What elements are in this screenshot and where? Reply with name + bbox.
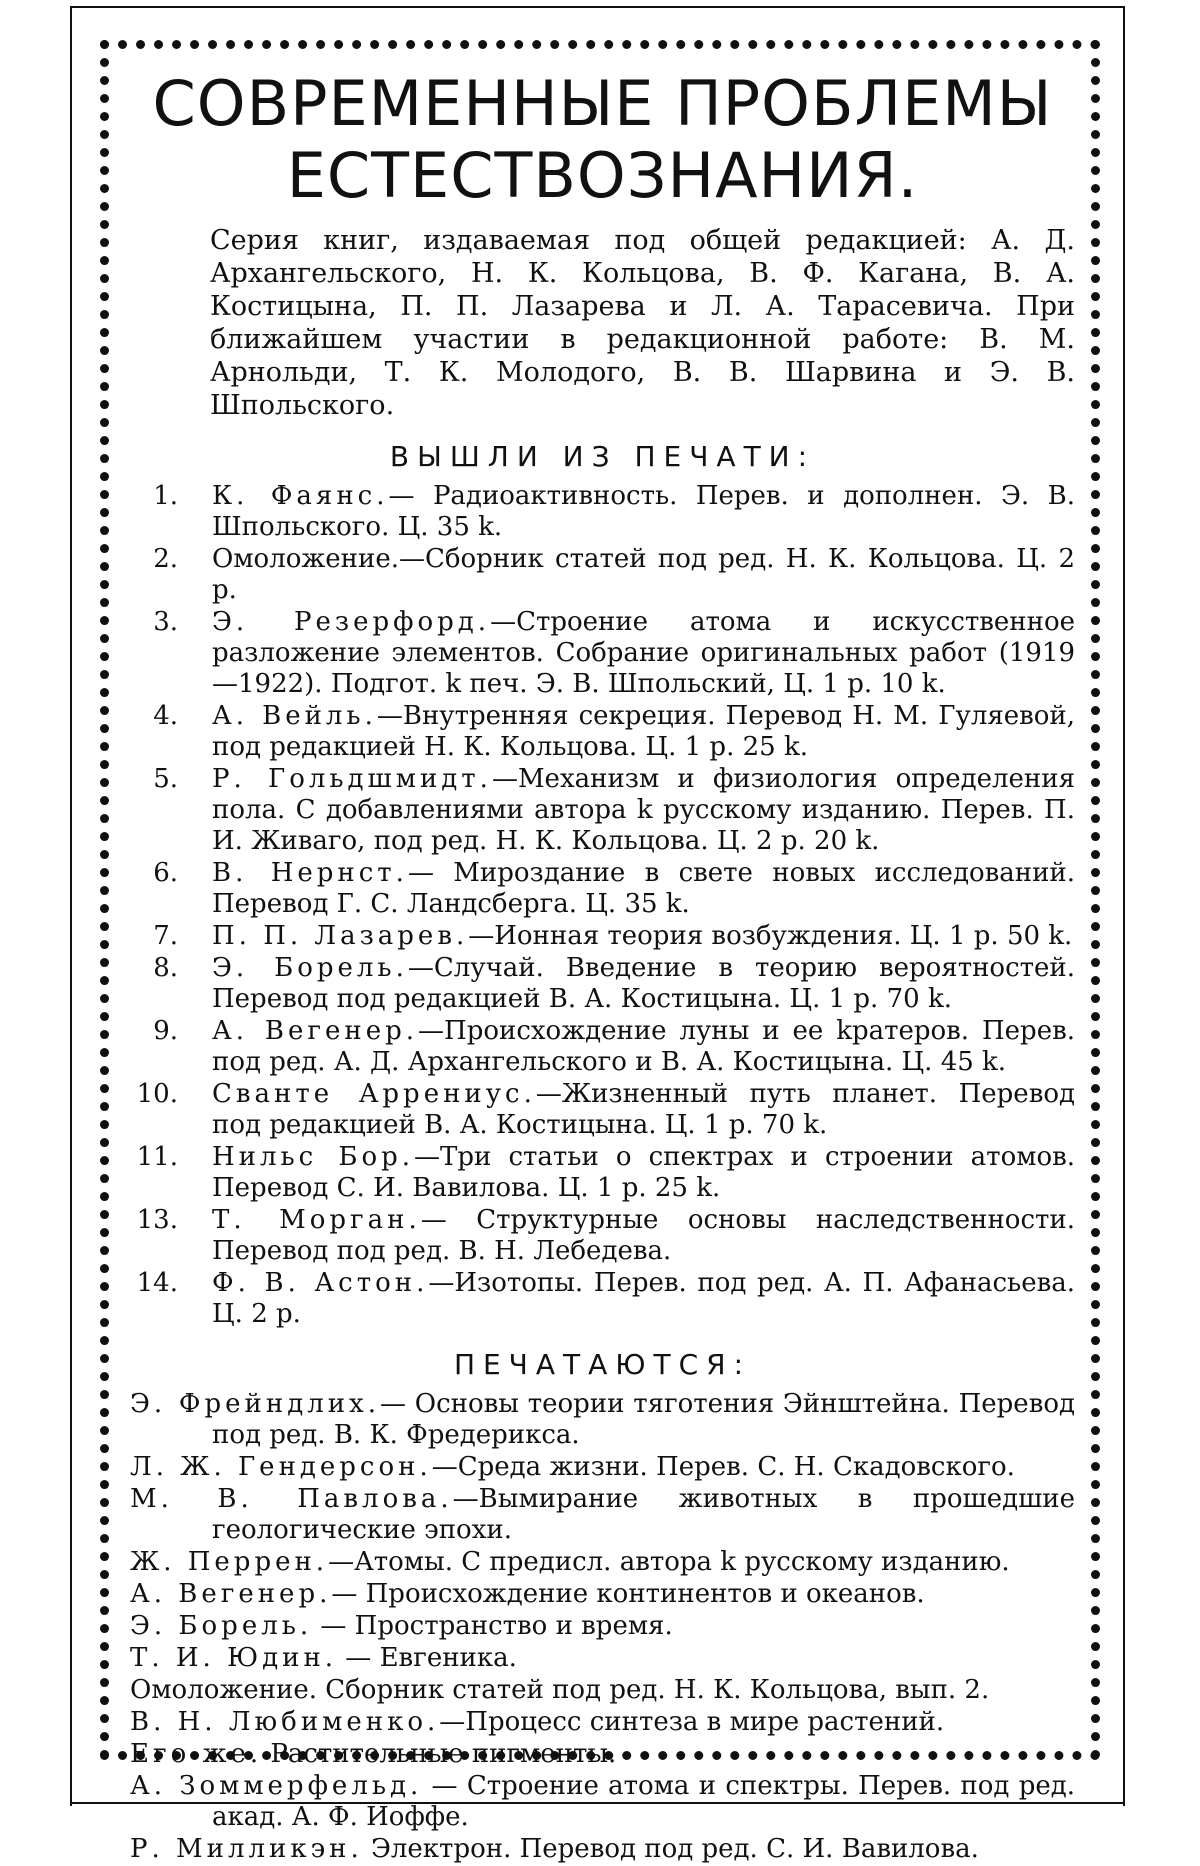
- item-author: Его же.: [130, 1739, 263, 1769]
- item-author: Р. Гольдшмидт.: [212, 764, 492, 794]
- item-number: 9.: [153, 1016, 178, 1046]
- item-text: —Ионная теория возбуждения. Ц. 1 р. 50 k.: [468, 921, 1073, 951]
- item-author: Нильс Бор.: [212, 1142, 415, 1172]
- item-number: 6.: [153, 858, 178, 888]
- printing-item: [130, 1675, 1075, 1706]
- item-author: Сванте Аррениус.: [212, 1079, 536, 1109]
- item-number: 7.: [153, 921, 178, 951]
- published-item: [130, 764, 1075, 857]
- item-number: 10.: [136, 1079, 178, 1109]
- published-item: [130, 921, 1075, 952]
- item-author: А. Вегенер.: [212, 1016, 419, 1046]
- item-author: Ф. В. Астон.: [212, 1268, 429, 1298]
- published-item: [130, 1205, 1075, 1267]
- item-author: А. Вегенер.: [130, 1579, 332, 1609]
- published-item: [130, 953, 1075, 1015]
- advert-content: [130, 68, 1075, 1866]
- item-number: 5.: [153, 764, 178, 794]
- item-text: — Радиоактивность. Перев. и дополнен. Э. В. Шпольского. Ц. 35 k.: [212, 481, 1075, 542]
- item-text: — Структурные основы наследственности. Перевод под ред. В. Н. Лебедева.: [212, 1205, 1075, 1266]
- published-heading: ВЫШЛИ ИЗ ПЕЧАТИ:: [389, 440, 816, 473]
- item-number: 8.: [153, 953, 178, 983]
- item-text: —Процесс синтеза в мире растений.: [439, 1707, 945, 1737]
- published-item: [130, 701, 1075, 763]
- item-number: 4.: [153, 701, 178, 731]
- item-author: Ж. Перрен.: [130, 1547, 329, 1577]
- item-text: —Случай. Введение в теорию вероятностей. Перевод под редакцией В. А. Костицына. Ц. 1 р. 70 k.: [212, 953, 1075, 1014]
- published-item: [130, 1268, 1075, 1330]
- item-text: — Евгеника.: [337, 1643, 517, 1673]
- item-author: К. Фаянс.: [212, 481, 389, 511]
- item-text: —Вымирание животных в прошедшие геологические эпохи.: [212, 1484, 1075, 1545]
- printing-list: [130, 1389, 1075, 1865]
- printing-item: [130, 1484, 1075, 1546]
- item-text: —Атомы. С предисл. автора k русскому изданию.: [328, 1547, 1010, 1577]
- item-author: Р. Милликэн.: [130, 1834, 363, 1864]
- printing-item: [130, 1452, 1075, 1483]
- item-text: —Механизм и физиология определения пола. С добавлениями автора k русскому изданию. Перев. П. И. Живаго, под ред. Н. К. Кольцова. Ц. 2 р. 20 k.: [212, 764, 1075, 856]
- item-author: Э. Борель.: [212, 953, 408, 983]
- published-item: [130, 1016, 1075, 1078]
- item-text: —Происхождение луны и ее kратеров. Перев. под ред. А. Д. Архангельского и В. А. Костицына. Ц. 45 k.: [212, 1016, 1075, 1077]
- item-number: 2.: [153, 544, 178, 574]
- item-text: —Внутренняя секреция. Перевод Н. М. Гуляевой, под редакцией Н. К. Кольцова. Ц. 1 р. 25 k.: [212, 701, 1076, 762]
- printing-item: [130, 1643, 1075, 1674]
- item-number: 3.: [153, 607, 178, 637]
- printing-item: [130, 1547, 1075, 1578]
- published-item: [130, 1079, 1075, 1141]
- series-title: [130, 68, 1075, 212]
- printing-item: [130, 1389, 1075, 1451]
- item-author: Л. Ж. Гендерсон.: [130, 1452, 432, 1482]
- item-number: 14.: [136, 1268, 178, 1298]
- series-title-line-2: ЕСТЕСТВОЗНАНИЯ.: [286, 139, 919, 212]
- item-author: Э. Резерфорд.: [212, 607, 491, 637]
- published-item: [130, 544, 1075, 606]
- item-text: — Основы теории тяготения Эйнштейна. Перевод под ред. В. К. Фредерикса.: [212, 1389, 1075, 1450]
- published-item: [130, 1142, 1075, 1204]
- series-intro: Серия книг, издаваемая под общей редакцией: А. Д. Архангельского, Н. К. Кольцова, В. Ф. Кагана, В. А. Костицына, П. П. Лазарева и Л. А. Тарасевича. При ближайшем участии в редакционной работе: В. М. Арнольди, Т. К. Молодого, В. В. Шарвина и Э. В. Шпольского.: [210, 225, 1075, 421]
- item-text: Омоложение. Сборник статей под ред. Н. К. Кольцова, вып. 2.: [130, 1675, 990, 1705]
- item-text: — Пространство и время.: [312, 1611, 673, 1641]
- item-author: В. Н. Любименко.: [130, 1707, 440, 1737]
- item-text: —Строение атома и искусственное разложение элементов. Собрание оригинальных работ (1919—1922). Подгот. k печ. Э. В. Шпольский, Ц. 1 р. 10 k.: [212, 607, 1075, 699]
- item-text: Электрон. Перевод под ред. С. И. Вавилова.: [362, 1834, 979, 1864]
- item-author: А. Зоммерфельд.: [130, 1771, 423, 1801]
- item-number: 1.: [153, 481, 178, 511]
- printing-item: [130, 1771, 1075, 1833]
- published-item: [130, 858, 1075, 920]
- printing-item: [130, 1707, 1075, 1738]
- printing-item: [130, 1611, 1075, 1642]
- item-text: —Жизненный путь планет. Перевод под редакцией В. А. Костицына. Ц. 1 р. 70 k.: [212, 1079, 1075, 1140]
- series-title-line-1: СОВРЕМЕННЫЕ ПРОБЛЕМЫ: [152, 67, 1053, 140]
- item-author: Т. И. Юдин.: [130, 1643, 338, 1673]
- printing-heading: ПЕЧАТАЮТСЯ:: [453, 1348, 752, 1381]
- item-number: 11.: [136, 1142, 178, 1172]
- item-text: Омоложение.—Сборник статей под ред. Н. К. Кольцова. Ц. 2 р.: [212, 544, 1075, 605]
- published-item: [130, 607, 1075, 700]
- printing-item: [130, 1579, 1075, 1610]
- item-text: — Мироздание в свете новых исследований. Перевод Г. С. Ландсберга. Ц. 35 k.: [212, 858, 1075, 919]
- item-text: —Изотопы. Перев. под ред. А. П. Афанасьева. Ц. 2 р.: [212, 1268, 1075, 1329]
- printing-item: [130, 1739, 1075, 1770]
- item-author: П. П. Лазарев.: [212, 921, 469, 951]
- published-item: [130, 481, 1075, 543]
- item-text: — Строение атома и спектры. Перев. под ред. акад. А. Ф. Иоффе.: [212, 1771, 1076, 1832]
- item-text: —Три статьи о спектрах и строении атомов. Перевод С. И. Вавилова. Ц. 1 р. 25 k.: [212, 1142, 1075, 1203]
- published-list: [130, 481, 1075, 1330]
- item-text: —Среда жизни. Перев. С. Н. Скадовского.: [431, 1452, 1015, 1482]
- item-author: В. Нернст.: [212, 858, 408, 888]
- item-number: 13.: [136, 1205, 178, 1235]
- item-author: А. Вейль.: [212, 701, 377, 731]
- item-author: Э. Фрейндлих.: [130, 1389, 380, 1419]
- item-author: Т. Морган.: [212, 1205, 421, 1235]
- printing-item: [130, 1834, 1075, 1865]
- item-text: — Происхождение континентов и океанов.: [331, 1579, 925, 1609]
- item-text: Растительные пигменты.: [262, 1739, 617, 1769]
- item-author: М. В. Павлова.: [130, 1484, 453, 1514]
- item-author: Э. Борель.: [130, 1611, 313, 1641]
